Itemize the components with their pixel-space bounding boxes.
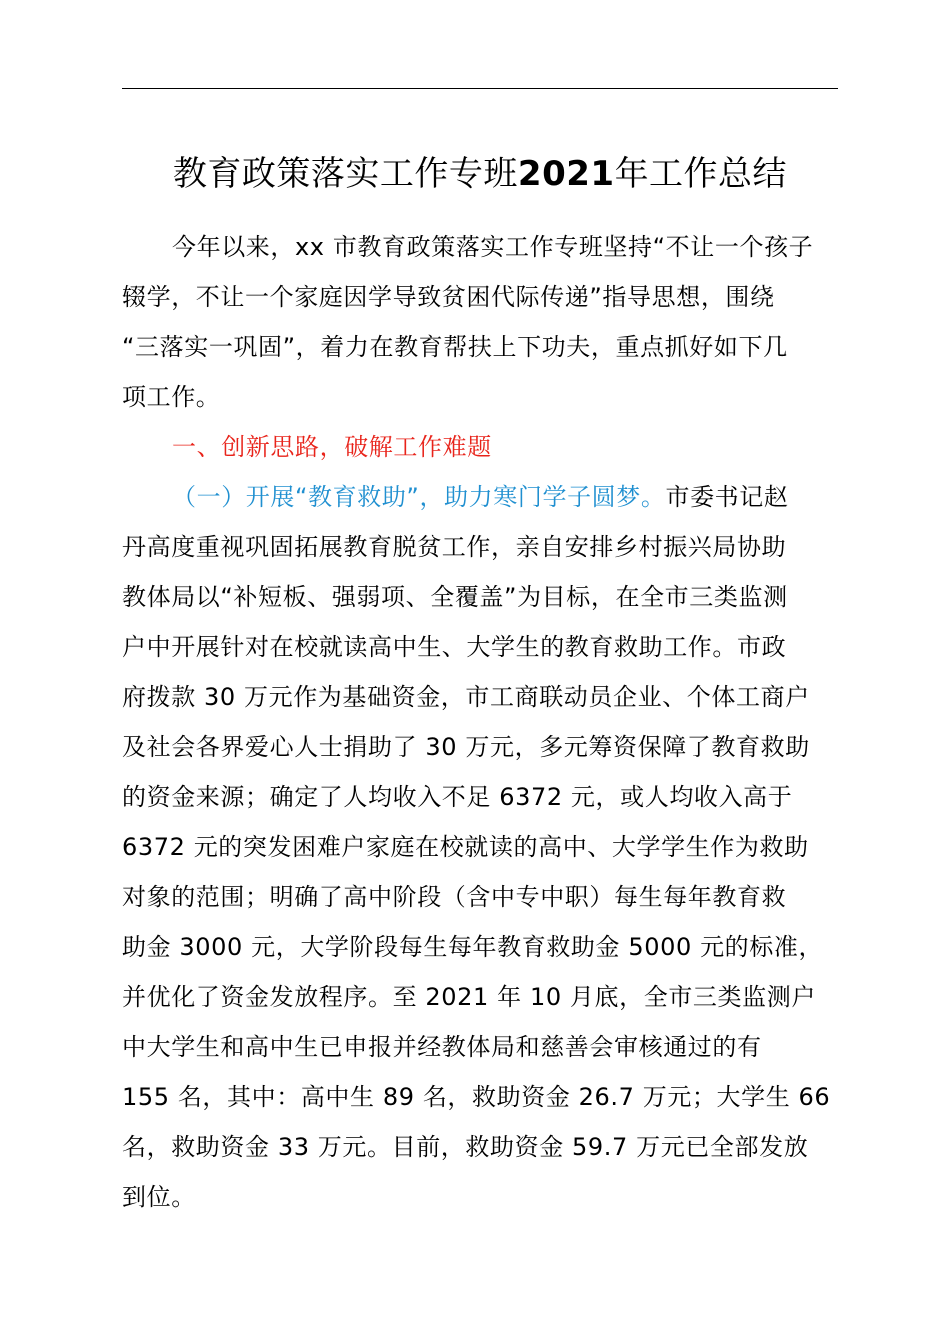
intro-line: 今年以来，xx 市教育政策落实工作专班坚持“不让一个孩子 — [172, 233, 814, 261]
header-rule — [122, 88, 838, 89]
subsection-heading: （一）开展“教育救助”，助力寒门学子圆梦。 — [172, 483, 666, 511]
paragraph-line: 教体局以“补短板、强弱项、全覆盖”为目标，在全市三类监测 — [122, 583, 788, 611]
paragraph-line: 到位。 — [122, 1183, 196, 1211]
paragraph-line: 户中开展针对在校就读高中生、大学生的教育救助工作。市政 — [122, 633, 787, 661]
title-year: 2021 — [517, 154, 615, 194]
intro-line: 项工作。 — [122, 383, 221, 411]
paragraph-line: 并优化了资金发放程序。至 2021 年 10 月底，全市三类监测户 — [122, 983, 816, 1011]
subsection-first-line — [122, 472, 838, 522]
paragraph-line: 府拨款 30 万元作为基础资金，市工商联动员企业、个体工商户 — [122, 683, 810, 711]
paragraph-line: 名，救助资金 33 万元。目前，救助资金 59.7 万元已全部发放 — [122, 1133, 809, 1161]
section-heading: 一、创新思路，破解工作难题 — [172, 433, 492, 461]
intro-line: 辍学，不让一个家庭因学导致贫困代际传递”指导思想，围绕 — [122, 283, 775, 311]
intro-line: “三落实一巩固”，着力在教育帮扶上下功夫，重点抓好如下几 — [122, 333, 788, 361]
title-suffix: 年工作总结 — [614, 154, 788, 194]
paragraph-line: 助金 3000 元，大学阶段每生每年教育救助金 5000 元的标准， — [122, 933, 824, 961]
paragraph-line: 中大学生和高中生已申报并经教体局和慈善会审核通过的有 — [122, 1033, 762, 1061]
title-prefix: 教育政策落实工作专班 — [172, 154, 518, 194]
paragraph-line: 丹高度重视巩固拓展教育脱贫工作，亲自安排乡村振兴局协助 — [122, 533, 787, 561]
paragraph-line: 对象的范围；明确了高中阶段（含中专中职）每生每年教育救 — [122, 883, 787, 911]
paragraph-line: 6372 元的突发困难户家庭在校就读的高中、大学学生作为救助 — [122, 833, 809, 861]
paragraph-line: 及社会各界爱心人士捐助了 30 万元，多元筹资保障了教育救助 — [122, 733, 810, 761]
paragraph-line: 155 名，其中：高中生 89 名，救助资金 26.7 万元；大学生 66 — [122, 1083, 831, 1111]
document-body — [122, 222, 838, 1222]
document-title — [0, 150, 950, 198]
paragraph-line: 的资金来源；确定了人均收入不足 6372 元，或人均收入高于 — [122, 783, 793, 811]
subsection-lead-text: 市委书记赵 — [665, 483, 789, 511]
